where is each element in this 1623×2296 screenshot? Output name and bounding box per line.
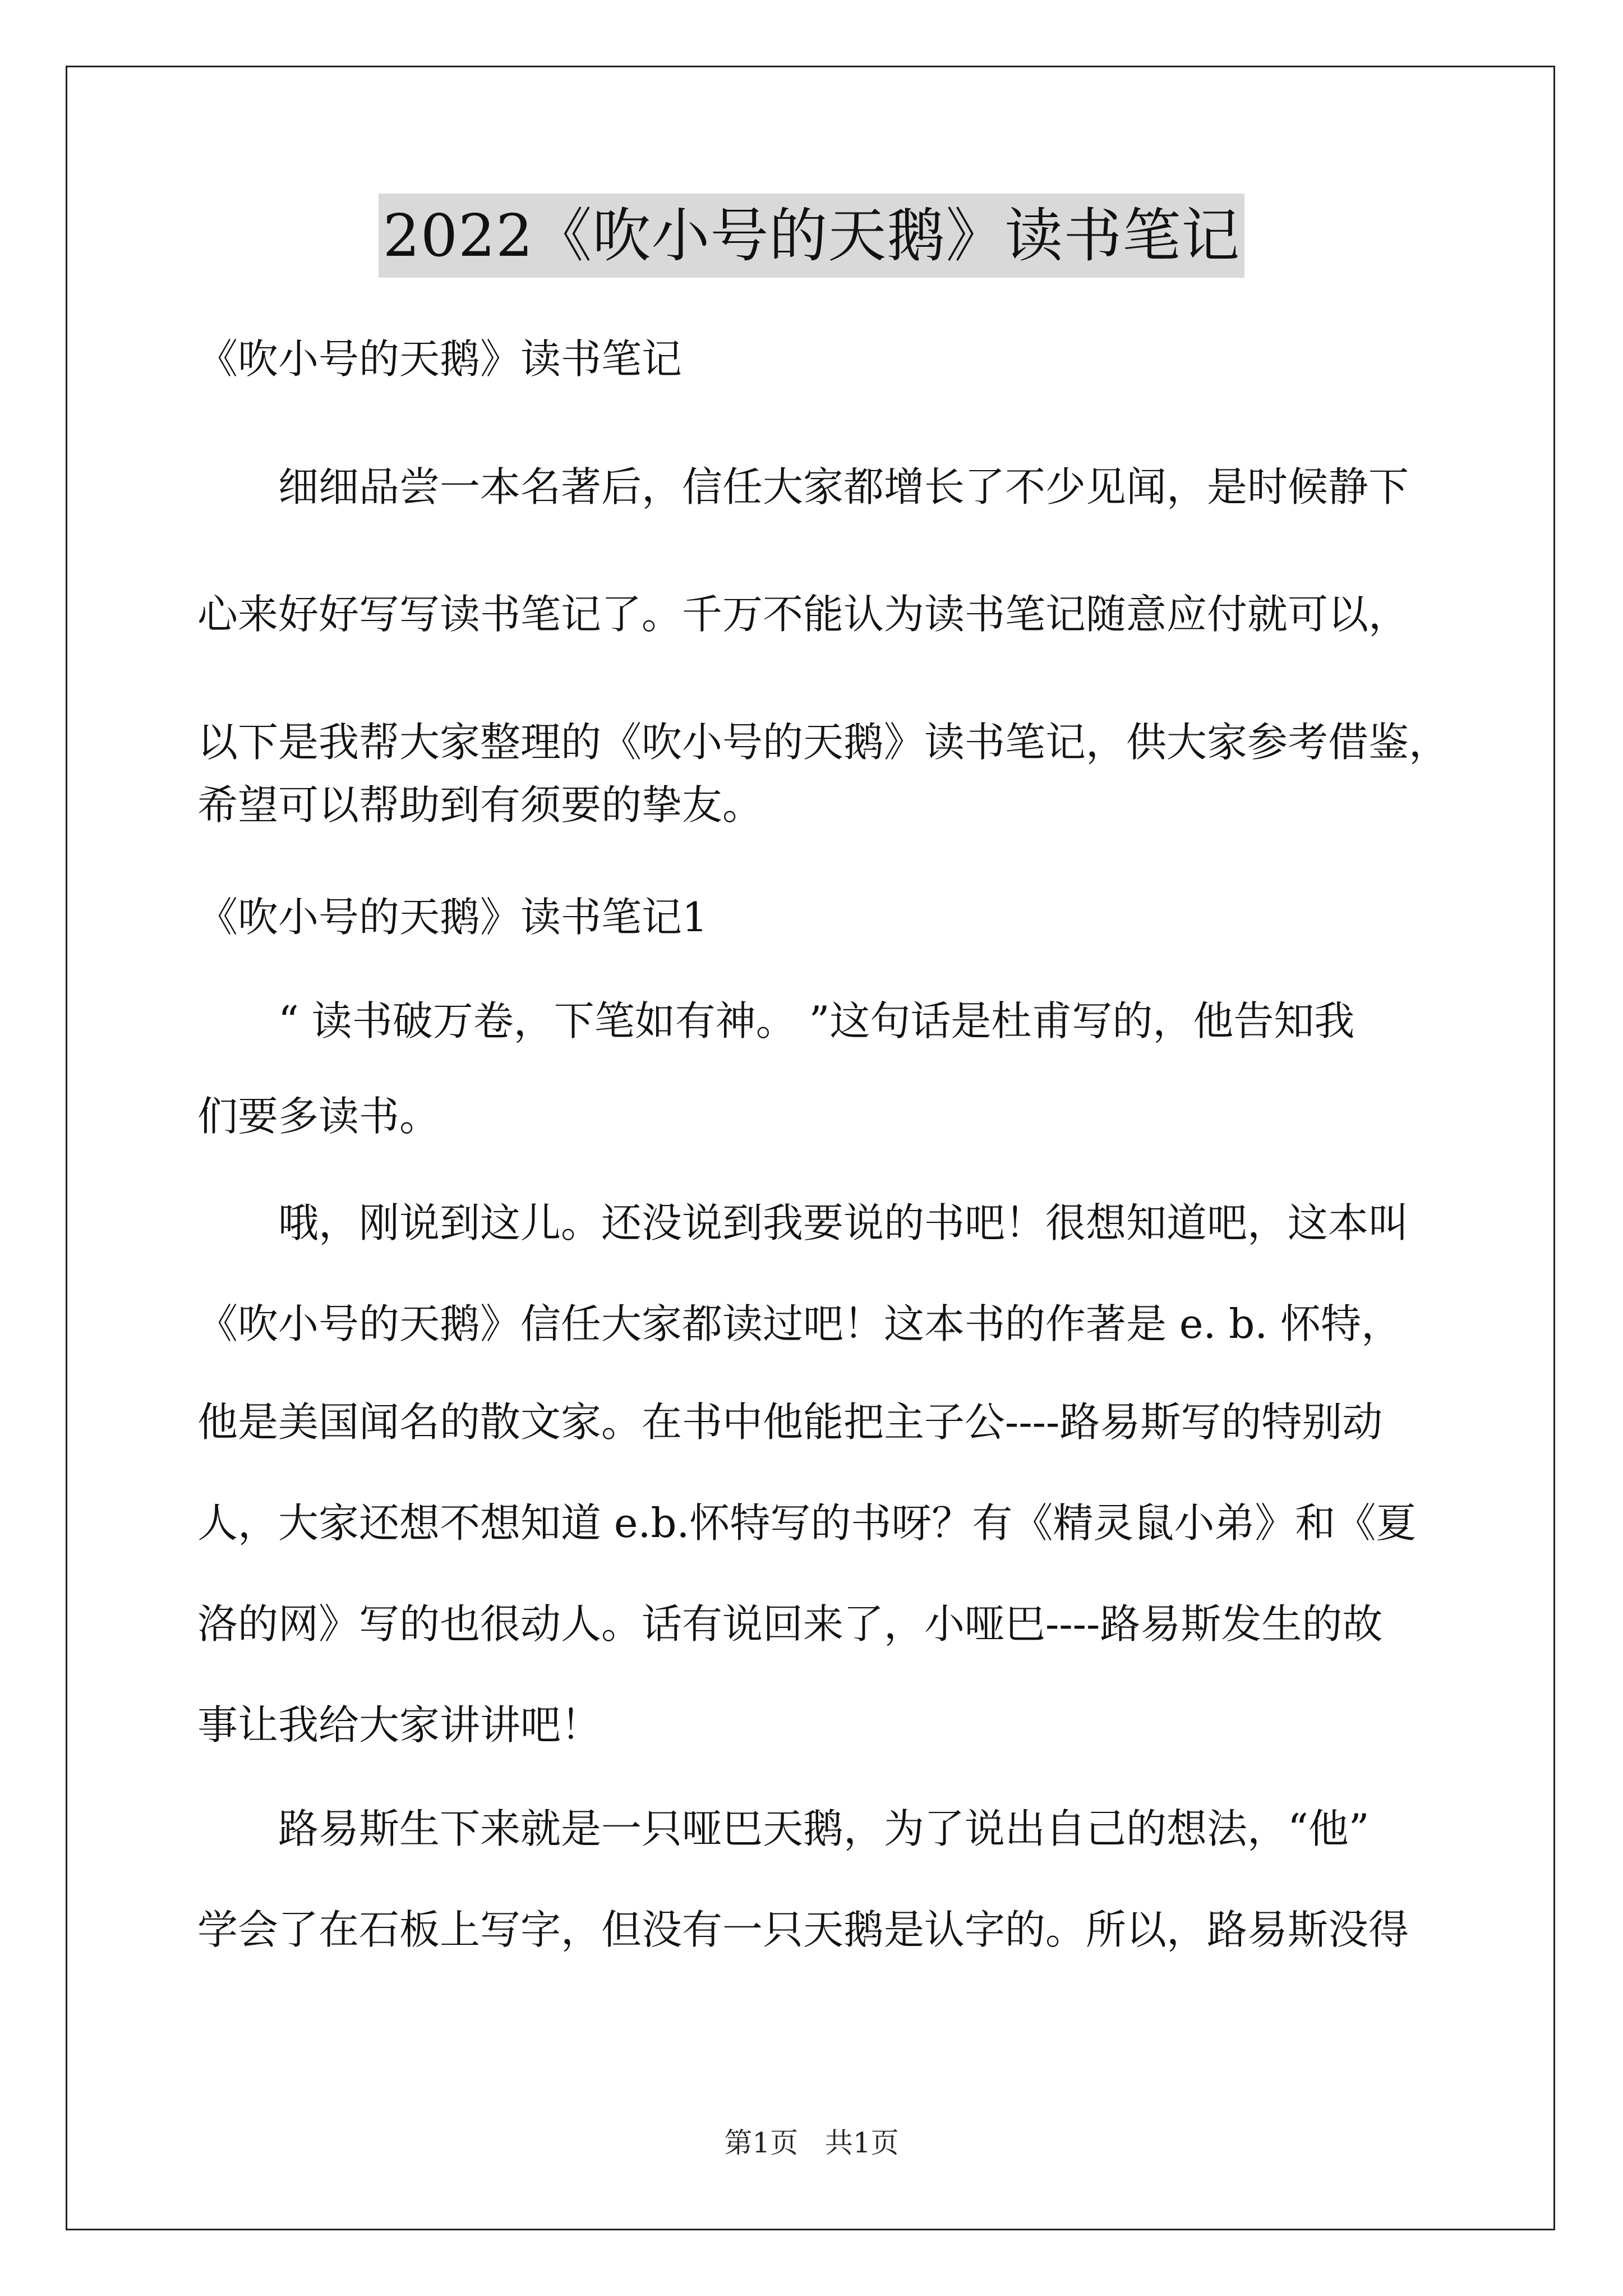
paragraph-line: 哦，刚说到这儿。还没说到我要说的书吧！很想知道吧，这本叫 [278,1199,1409,1246]
paragraph-line: 希望可以帮助到有须要的挚友。 [197,781,763,829]
paragraph-line: 细细品尝一本名著后，信任大家都增长了不少见闻，是时候静下 [278,463,1409,510]
paragraph-line: 心来好好写写读书笔记了。千万不能认为读书笔记随意应付就可以， [197,591,1409,638]
title-container [0,194,1623,278]
paragraph-line: 《吹小号的天鹅》信任大家都读过吧！这本书的作著是 e. b. 怀特， [197,1300,1402,1347]
document-title: 2022《吹小号的天鹅》读书笔记 [379,194,1245,278]
paragraph-line: 以下是我帮大家整理的《吹小号的天鹅》读书笔记，供大家参考借鉴， [197,719,1450,766]
paragraph-line: 洛的网》写的也很动人。话有说回来了，小哑巴----路易斯发生的故 [197,1600,1383,1648]
paragraph-line: 事让我给大家讲讲吧！ [197,1701,602,1749]
subtitle-line: 《吹小号的天鹅》读书笔记 [197,335,683,383]
paragraph-line: 他是美国闻名的散文家。在书中他能把主子公----路易斯写的特别动 [197,1398,1383,1446]
section-heading: 《吹小号的天鹅》读书笔记1 [197,894,708,941]
paragraph-line: “ 读书破万卷，下笔如有神。 ”这句话是杜甫写的，他告知我 [278,997,1355,1045]
page-footer: 第1页 共1页 [724,2127,899,2159]
paragraph-line: 路易斯生下来就是一只哑巴天鹅，为了说出自己的想法，“他” [278,1805,1370,1852]
paragraph-line: 人，大家还想不想知道 e.b.怀特写的书呀？有《精灵鼠小弟》和《夏 [197,1499,1417,1547]
paragraph-line: 学会了在石板上写字，但没有一只天鹅是认字的。所以，路易斯没得 [197,1906,1409,1953]
paragraph-line: 们要多读书。 [197,1093,440,1140]
